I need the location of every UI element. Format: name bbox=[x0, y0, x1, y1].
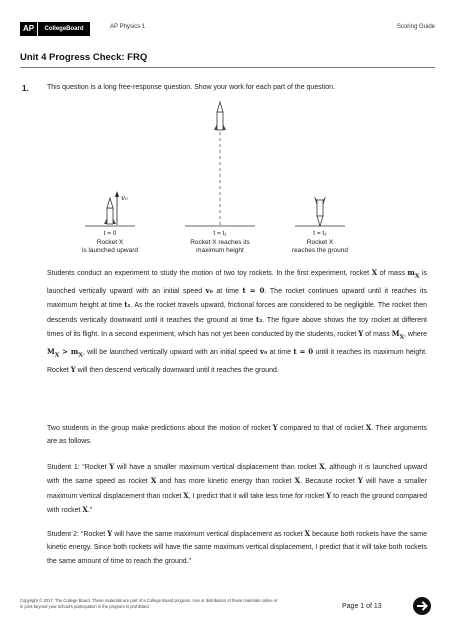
course-name: AP Physics 1 bbox=[110, 24, 146, 30]
page-number: Page 1 of 13 bbox=[342, 603, 382, 610]
copyright-line: Copyright © 2017. The College Board. These materials are part of a College Board program. Use or distribution of these materials online or bbox=[20, 598, 278, 603]
page-header bbox=[20, 22, 435, 40]
rocket-x-max-height bbox=[214, 102, 226, 130]
time-label: t = t₁ bbox=[213, 230, 227, 237]
arrow-right-circle-icon bbox=[413, 597, 431, 615]
panel-caption: is launched upward bbox=[81, 247, 139, 254]
rocket-ground-panel bbox=[292, 196, 348, 254]
velocity-arrowhead bbox=[115, 191, 119, 197]
panel-caption: Rocket X bbox=[306, 239, 334, 246]
question-instruction: This question is a long free-response question. Show your work for each part of the question. bbox=[47, 84, 335, 91]
paragraph-experiment: Students conduct an experiment to study the motion of two toy rockets. In the first experiment, rocket X of mass $m_X$ is launched vertically upward with an initial speed v₀ at time t = 0. The rocket continues upward until it reaches its maximum height at time t₁. As the rocket travels upward, frictional forces are considered to be negligible. The rocket then descends vertically downward until it reaches the ground at time t₂. The figure above shows the toy rocket at different times of its flight. In a second experiment, which has not yet been conducted by the students, rocket Y of mass $M_X$, where $M_X > m_X$, will be launched vertically upward with an initial speed v₀ at time t = 0 until it reaches its maximum height. Rocket Y will then descend vertically downward until it reaches the ground. bbox=[47, 268, 428, 374]
time-label: t = 0 bbox=[103, 230, 117, 237]
ap-logo: AP bbox=[20, 22, 37, 36]
copyright-notice bbox=[20, 598, 320, 610]
rocket-launch-panel bbox=[82, 191, 138, 254]
copyright-line: in print beyond your school's participation in the program is prohibited. bbox=[20, 604, 150, 609]
paragraph-predictions-intro: Two students in the group make predictions about the motion of rocket Y compared to that of rocket X. Their arguments are as follows. bbox=[47, 423, 427, 446]
college-board-logo: CollegeBoard bbox=[38, 22, 90, 36]
question-number: 1. bbox=[22, 84, 29, 93]
panel-caption: reaches the ground bbox=[291, 247, 349, 254]
panel-caption: Rocket X bbox=[96, 239, 124, 246]
rocket-x-ground bbox=[314, 196, 326, 226]
time-label: t = t₂ bbox=[313, 230, 327, 237]
rocket-max-height-panel bbox=[185, 102, 255, 254]
next-page-button[interactable] bbox=[413, 597, 431, 615]
rocket-figure bbox=[80, 100, 400, 260]
paragraph-student-2: Student 2: “Rocket Y will have the same maximum vertical displacement as rocket X because both rockets have the same kinetic energy. Since both rockets will have the same maximum vertical displacement, I predict that it will take both rockets the same amount of time to reach the ground.” bbox=[47, 529, 427, 565]
paragraph-student-1: Student 1: “Rocket Y will have a smaller maximum vertical displacement than rocket X, although it is launched upward with the same speed as rocket X and has more kinetic energy than rocket X. Because rocket Y will have a smaller maximum vertical displacement than rocket X, I predict that it will take less time for rocket Y to reach the ground compared with rocket X.” bbox=[47, 462, 427, 515]
title-divider bbox=[20, 67, 435, 68]
panel-caption: maximum height bbox=[196, 247, 244, 254]
page-title: Unit 4 Progress Check: FRQ bbox=[20, 52, 148, 63]
panel-caption: Rocket X reaches its bbox=[190, 239, 250, 246]
guide-type: Scoring Guide bbox=[396, 24, 435, 30]
v0-label: v₀ bbox=[121, 194, 128, 202]
rocket-x-launch bbox=[104, 198, 116, 224]
